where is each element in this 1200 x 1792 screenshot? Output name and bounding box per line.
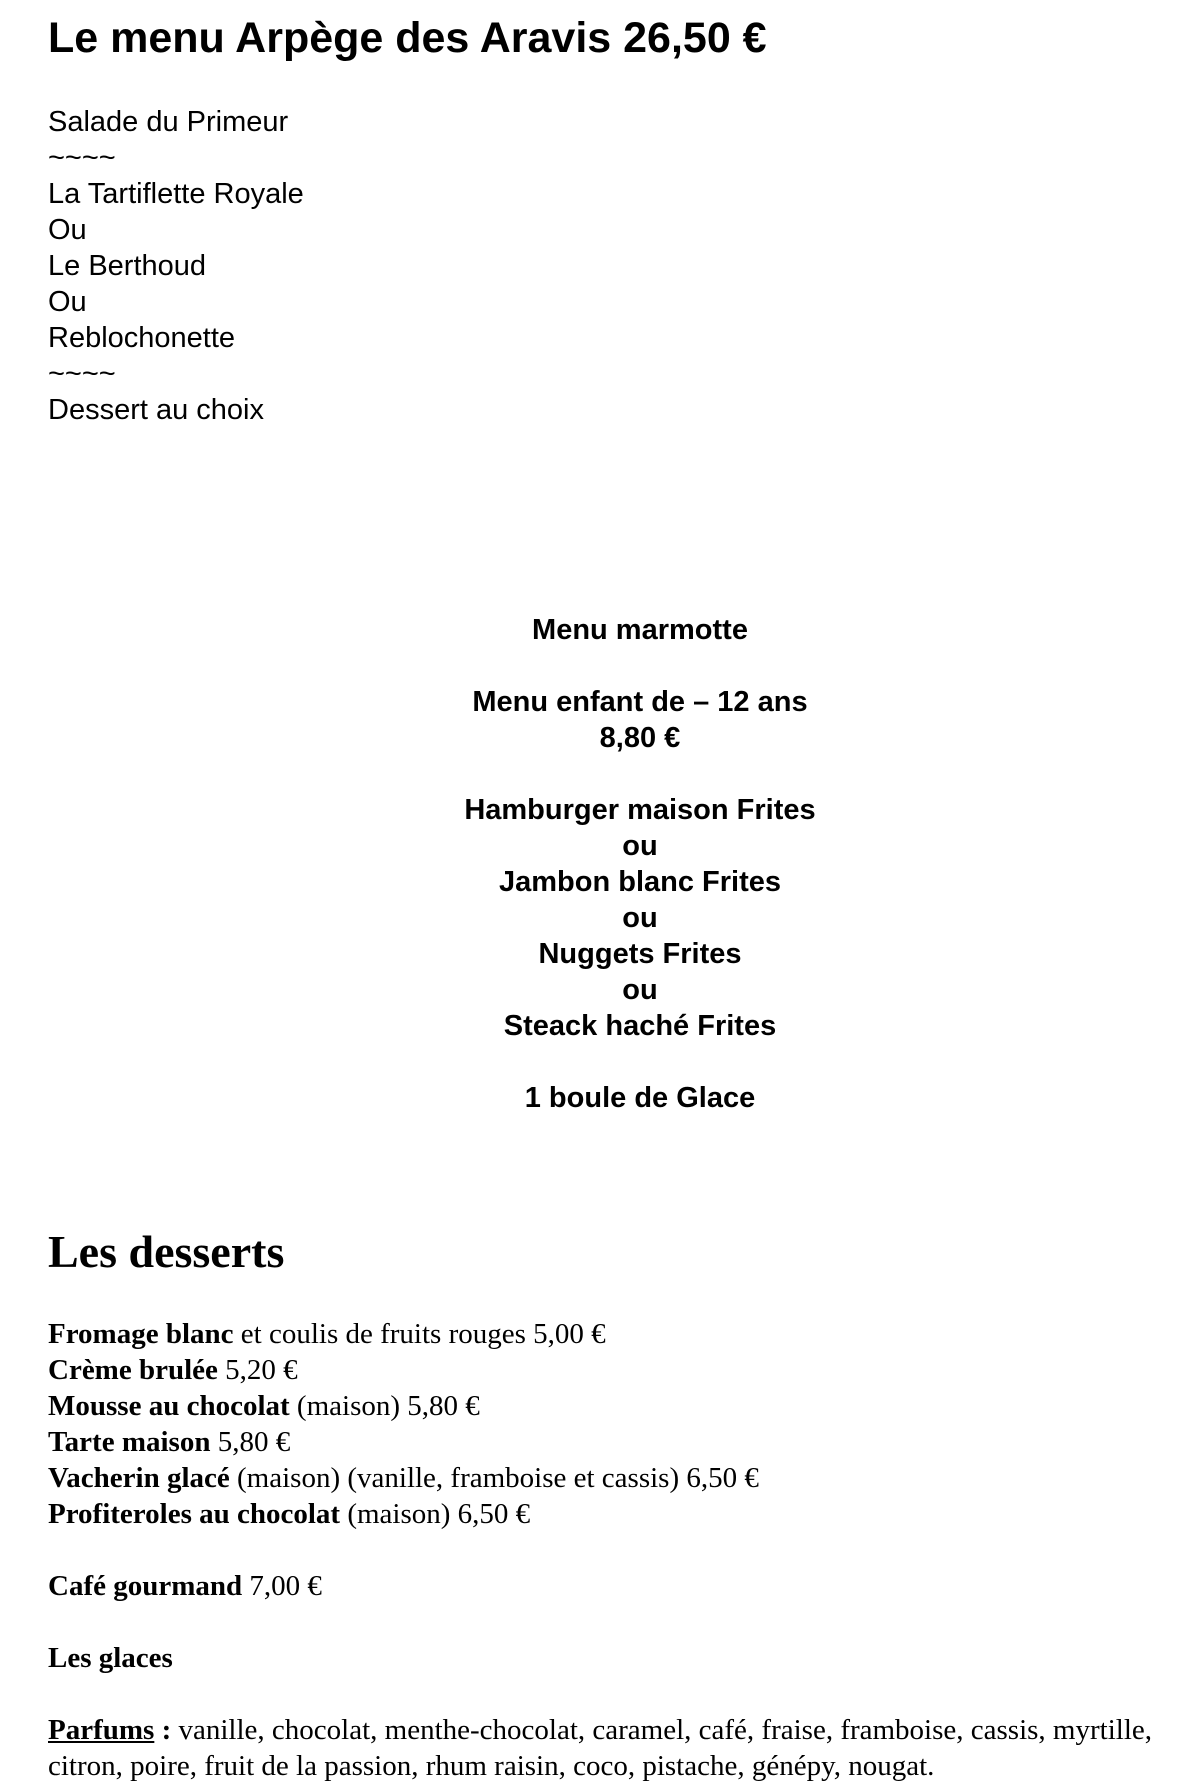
marmotte-menu <box>340 612 940 1116</box>
cafe-gourmand-detail: 7,00 € <box>242 1570 322 1602</box>
dessert-item <box>48 1388 759 1424</box>
marmotte-choice: Nuggets Frites <box>538 938 742 970</box>
dessert-name: Mousse au chocolat <box>48 1390 290 1422</box>
arpege-separator: ~~~~ <box>48 358 116 390</box>
dessert-name: Crème brulée <box>48 1354 218 1386</box>
parfums-label: Parfums <box>48 1714 155 1746</box>
arpege-item: Dessert au choix <box>48 394 264 426</box>
parfums-separator: : <box>154 1714 179 1746</box>
parfums-paragraph <box>48 1712 1158 1784</box>
marmotte-or: ou <box>622 974 658 1006</box>
arpege-or: Ou <box>48 286 87 318</box>
desserts-title: Les desserts <box>48 1226 285 1277</box>
parfums-list: vanille, chocolat, menthe-chocolat, caramel, café, fraise, framboise, cassis, myrtille, citron, poire, fruit de la passion, rhum raisin, coco, pistache, génépy, nougat. <box>48 1714 1152 1782</box>
arpege-item: Le Berthoud <box>48 250 207 282</box>
marmotte-choice: Steack haché Frites <box>503 1010 777 1042</box>
dessert-detail: (maison) 6,50 € <box>340 1498 531 1530</box>
dessert-detail: 5,80 € <box>210 1426 291 1458</box>
dessert-name: Profiteroles au chocolat <box>48 1498 341 1530</box>
dessert-item <box>48 1424 759 1460</box>
dessert-item <box>48 1496 759 1532</box>
dessert-detail: (maison) 5,80 € <box>289 1390 480 1422</box>
arpege-or: Ou <box>48 214 87 246</box>
marmotte-or: ou <box>622 902 658 934</box>
desserts-list <box>48 1316 759 1532</box>
marmotte-price: 8,80 € <box>599 722 681 754</box>
arpege-item: Salade du Primeur <box>48 106 289 138</box>
arpege-separator: ~~~~ <box>48 142 116 174</box>
arpege-menu-title: Le menu Arpège des Aravis 26,50 € <box>48 14 767 62</box>
dessert-detail: et coulis de fruits rouges 5,00 € <box>233 1318 606 1350</box>
marmotte-or: ou <box>622 830 658 862</box>
dessert-detail: (maison) (vanille, framboise et cassis) 6,50 € <box>229 1462 759 1494</box>
cafe-gourmand-name: Café gourmand <box>48 1570 243 1602</box>
cafe-gourmand-item <box>48 1568 322 1604</box>
marmotte-dessert: 1 boule de Glace <box>524 1082 756 1114</box>
marmotte-subtitle: Menu enfant de – 12 ans <box>472 686 808 718</box>
dessert-detail: 5,20 € <box>217 1354 298 1386</box>
arpege-item: Reblochonette <box>48 322 236 354</box>
dessert-item <box>48 1316 759 1352</box>
dessert-item <box>48 1460 759 1496</box>
marmotte-title: Menu marmotte <box>532 614 748 646</box>
arpege-menu-items <box>48 104 304 428</box>
marmotte-choice: Hamburger maison Frites <box>464 794 816 826</box>
arpege-item: La Tartiflette Royale <box>48 178 304 210</box>
dessert-name: Fromage blanc <box>48 1318 234 1350</box>
marmotte-choice: Jambon blanc Frites <box>498 866 781 898</box>
dessert-name: Tarte maison <box>48 1426 211 1458</box>
glaces-title: Les glaces <box>48 1642 173 1674</box>
dessert-name: Vacherin glacé <box>48 1462 230 1494</box>
dessert-item <box>48 1352 759 1388</box>
